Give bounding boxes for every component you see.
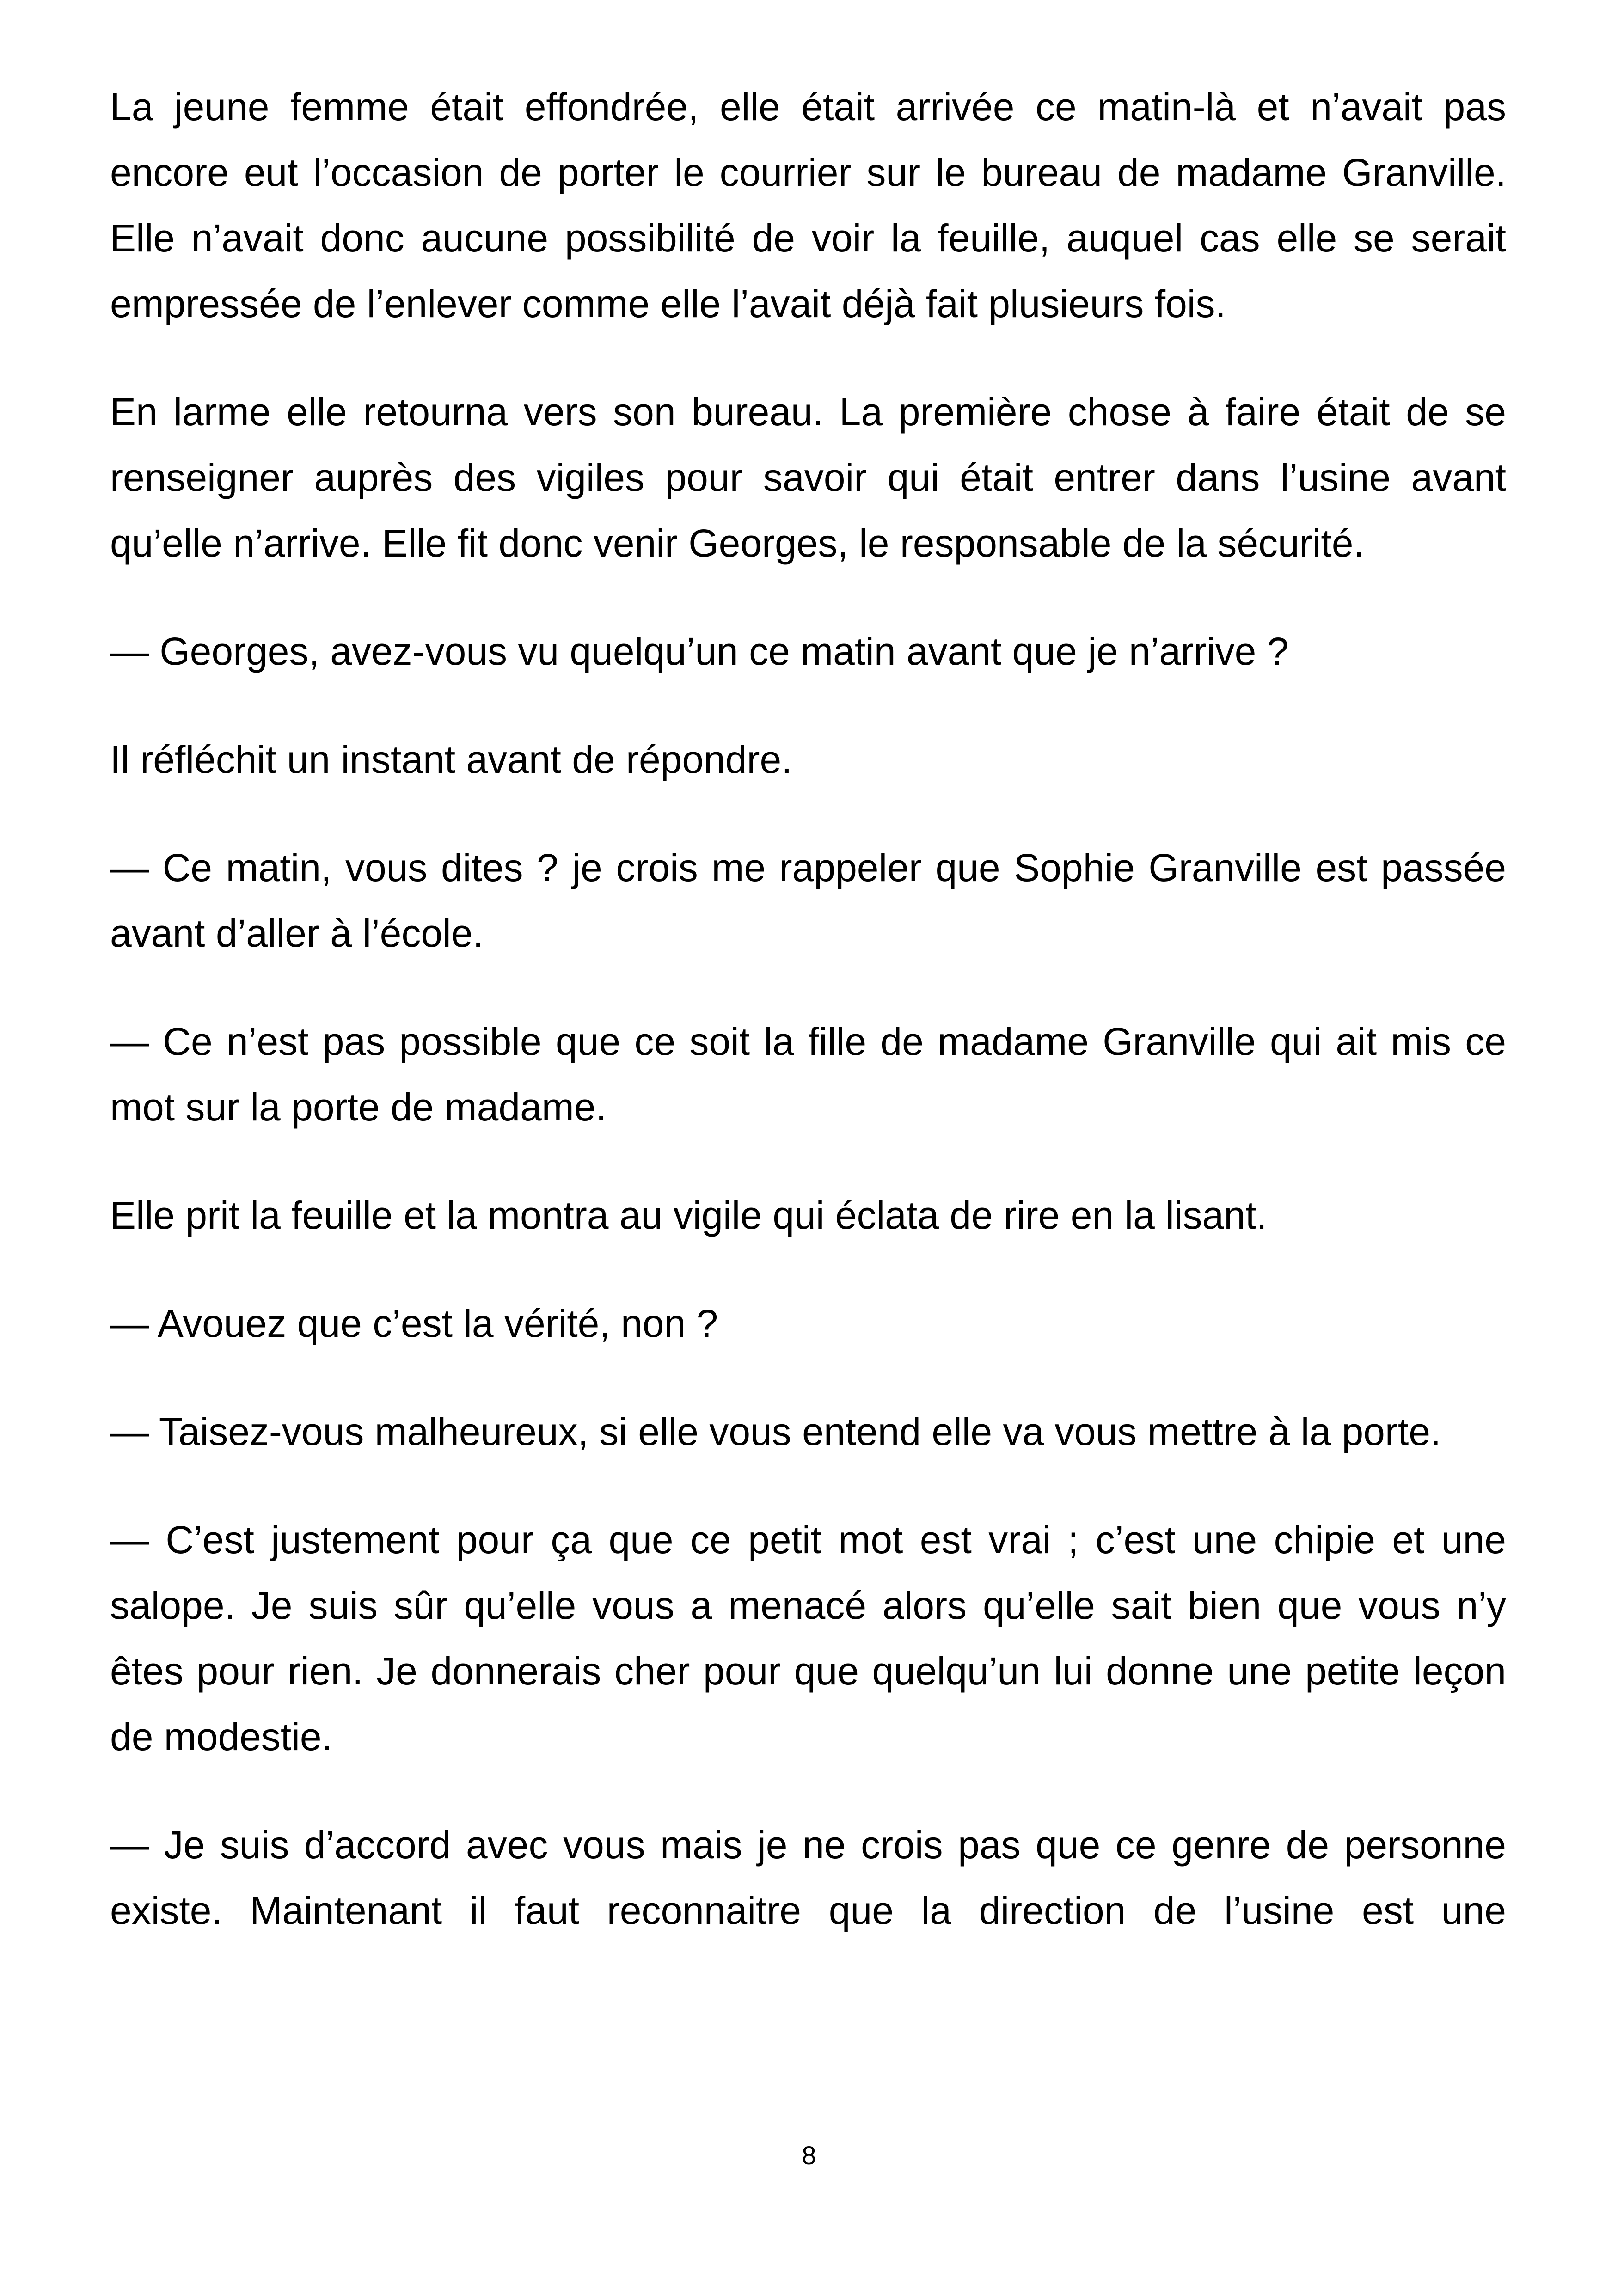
paragraph: Elle prit la feuille et la montra au vigile qui éclata de rire en la lisant.	[110, 1194, 1267, 1237]
paragraph: Il réfléchit un instant avant de répondre.	[110, 738, 792, 781]
dialogue-line: — C’est justement pour ça que ce petit mot est vrai ; c’est une chipie et une salope. Je suis sûr qu’elle vous a menacé alors qu’elle sait bien que vous n’y êtes pour rien. Je donnerais cher pour que quelqu’un lui donne une petite leçon de modestie.	[110, 1518, 1506, 1758]
body-text	[110, 74, 1506, 1986]
paragraph: En larme elle retourna vers son bureau. La première chose à faire était de se renseigner auprès des vigiles pour savoir qui était entrer dans l’usine avant qu’elle n’arrive. Elle fit donc venir Georges, le responsable de la sécurité.	[110, 390, 1506, 565]
dialogue-line: — Ce matin, vous dites ? je crois me rappeler que Sophie Granville est passée avant d’aller à l’école.	[110, 846, 1506, 955]
paragraph: La jeune femme était effondrée, elle était arrivée ce matin-là et n’avait pas encore eut l’occasion de porter le courrier sur le bureau de madame Granville. Elle n’avait donc aucune possibilité de voir la feuille, auquel cas elle se serait empressée de l’enlever comme elle l’avait déjà fait plusieurs fois.	[110, 85, 1506, 325]
dialogue-line: — Je suis d’accord avec vous mais je ne crois pas que ce genre de personne existe. Maintenant il faut reconnaitre que la direction de l’usine est une	[110, 1823, 1506, 1932]
dialogue-line: — Taisez-vous malheureux, si elle vous entend elle va vous mettre à la porte.	[110, 1410, 1441, 1453]
dialogue-line: — Georges, avez-vous vu quelqu’un ce matin avant que je n’arrive ?	[110, 630, 1289, 673]
dialogue-line: — Ce n’est pas possible que ce soit la fille de madame Granville qui ait mis ce mot sur la porte de madame.	[110, 1020, 1506, 1129]
page-number: 8	[802, 2141, 816, 2170]
dialogue-line: — Avouez que c’est la vérité, non ?	[110, 1302, 718, 1345]
